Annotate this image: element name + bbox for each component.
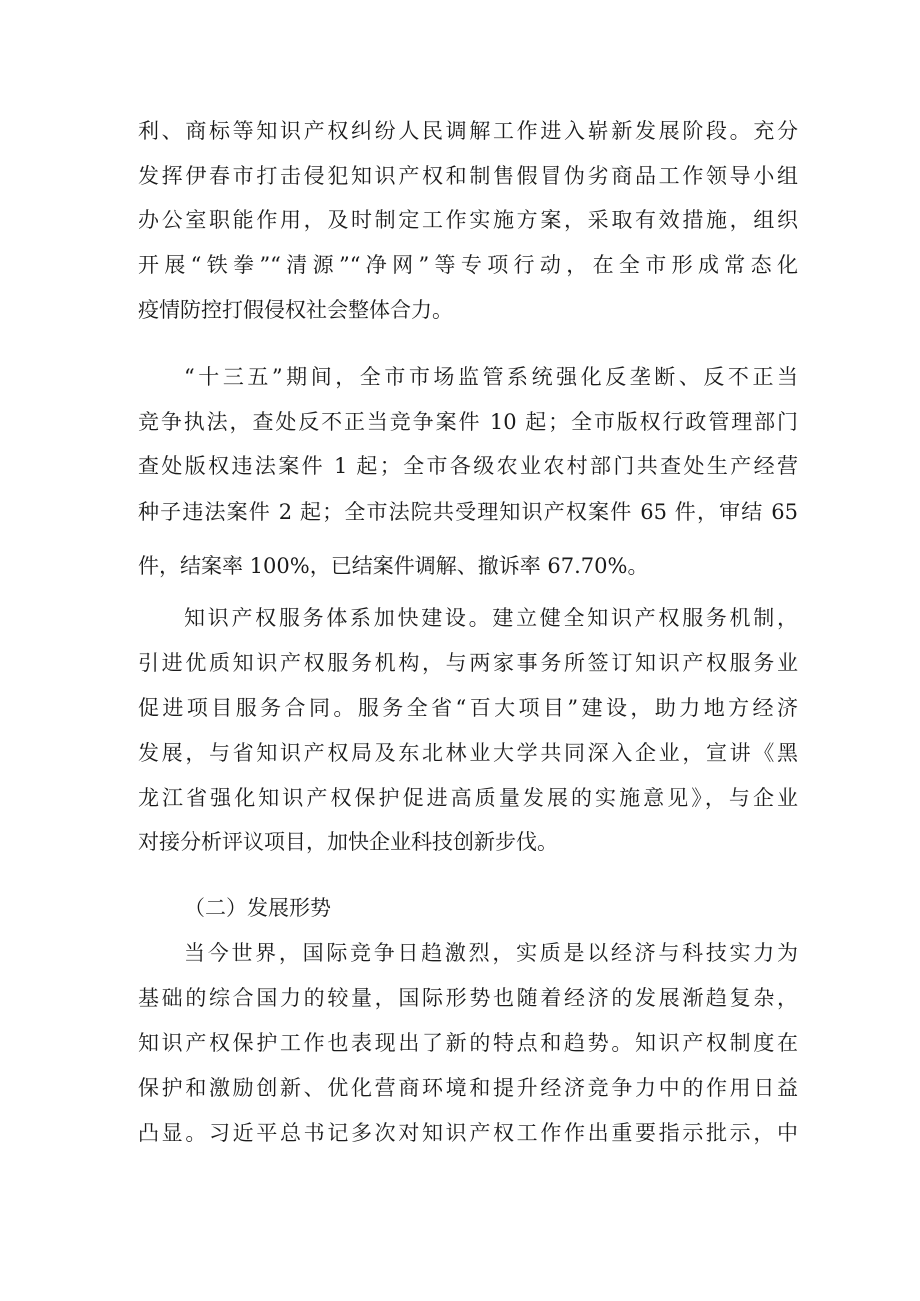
text-line: 开展“铁拳”“清源”“净网”等专项行动，在全市形成常态化: [138, 253, 798, 277]
text-line: 知识产权服务体系加快建设。建立健全知识产权服务机制，: [184, 606, 798, 630]
text-line: 当今世界，国际竞争日趋激烈，实质是以经济与科技实力为: [184, 941, 798, 965]
text-line: 办公室职能作用，及时制定工作实施方案，采取有效措施，组织: [138, 208, 798, 232]
text-line: 龙江省强化知识产权保护促进高质量发展的实施意见》，与企业: [138, 786, 798, 810]
text-line: 件，结案率 100%，已结案件调解、撤诉率 67.70%。: [138, 554, 649, 578]
text-line: 凸显。习近平总书记多次对知识产权工作作出重要指示批示，中: [138, 1121, 798, 1145]
text-line: 保护和激励创新、优化营商环境和提升经济竞争力中的作用日益: [138, 1076, 798, 1100]
text-line: 查处版权违法案件 1 起；全市各级农业农村部门共查处生产经营: [138, 454, 798, 478]
text-line: “十三五”期间，全市市场监管系统强化反垄断、反不正当: [184, 365, 798, 389]
text-line: 促进项目服务合同。服务全省“百大项目”建设，助力地方经济: [138, 696, 798, 720]
text-line: 发展，与省知识产权局及东北林业大学共同深入企业，宣讲《黑: [138, 741, 798, 765]
text-line: 对接分析评议项目，加快企业科技创新步伐。: [138, 830, 558, 854]
text-line: 发挥伊春市打击侵犯知识产权和制售假冒伪劣商品工作领导小组: [138, 164, 798, 188]
text-line: 种子违法案件 2 起；全市法院共受理知识产权案件 65 件，审结 65: [138, 500, 798, 524]
text-line: 引进优质知识产权服务机构，与两家事务所签订知识产权服务业: [138, 651, 798, 675]
text-line: 知识产权保护工作也表现出了新的特点和趋势。知识产权制度在: [138, 1031, 798, 1055]
text-line: 基础的综合国力的较量，国际形势也随着经济的发展渐趋复杂，: [138, 986, 798, 1010]
section-heading: （二）发展形势: [184, 896, 331, 920]
text-line: 竞争执法，查处反不正当竞争案件 10 起；全市版权行政管理部门: [138, 410, 798, 434]
text-line: 利、商标等知识产权纠纷人民调解工作进入崭新发展阶段。充分: [138, 119, 798, 143]
text-line: 疫情防控打假侵权社会整体合力。: [138, 298, 453, 322]
